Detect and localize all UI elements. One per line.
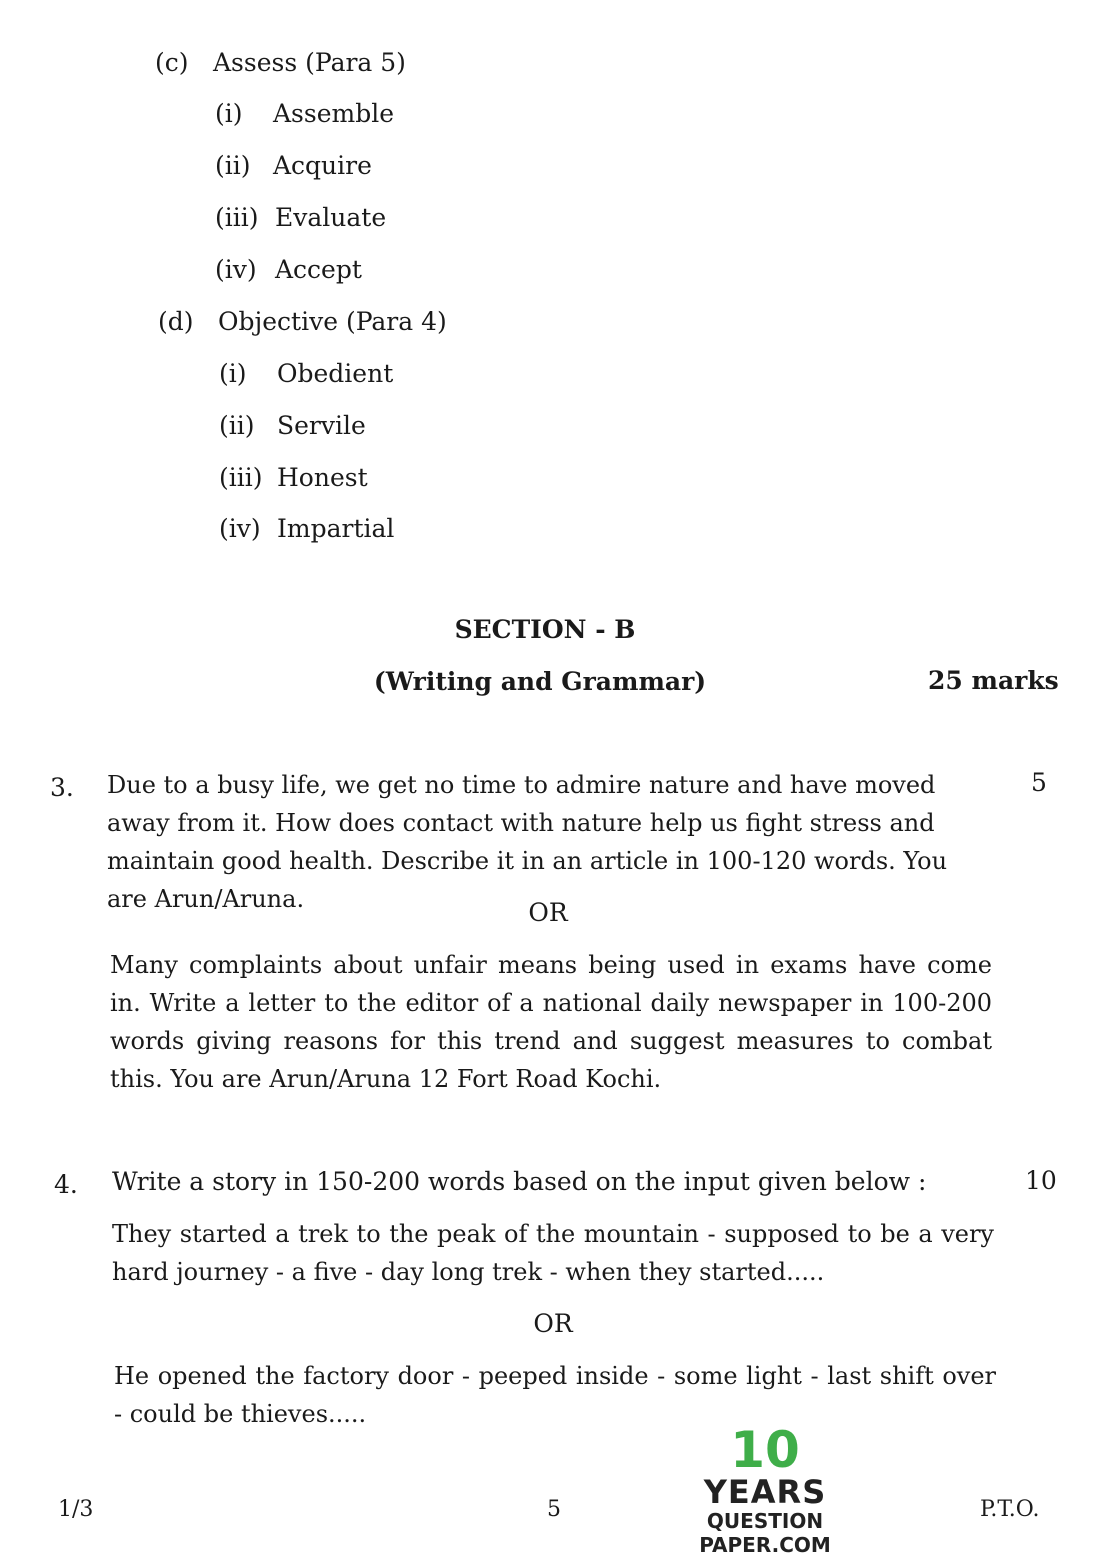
footer-pto: P.T.O.	[980, 1497, 1040, 1522]
question-4-or: OR	[533, 1309, 573, 1338]
question-4-number: 4.	[54, 1170, 78, 1199]
part-c-option-num: (ii)	[215, 151, 251, 180]
part-c-option-text: Evaluate	[275, 203, 387, 232]
part-d-word: Objective (Para 4)	[218, 307, 447, 336]
part-c-option-text: Assemble	[273, 99, 395, 128]
part-d-option-text: Servile	[277, 411, 366, 440]
part-d-option-num: (ii)	[219, 411, 255, 440]
watermark-years: YEARS	[703, 1473, 827, 1511]
section-subtitle: (Writing and Grammar)	[373, 667, 707, 696]
part-d-option-text: Honest	[277, 463, 368, 492]
question-3-text: Due to a busy life, we get no time to admire nature and have moved away from it. How does contact with nature help us fight stress and maintain good health. Describe it in an article in 100-120 words. You are Arun/Aruna.	[107, 771, 948, 913]
part-c-option-num: (iv)	[215, 255, 257, 284]
footer-code: 1/3	[58, 1497, 94, 1522]
page-number: 5	[547, 1497, 561, 1522]
part-c-word: Assess (Para 5)	[213, 48, 406, 77]
question-4-alt-text: He opened the factory door - peeped inside - some light - last shift over - could be thieves.....	[114, 1362, 996, 1428]
question-4-marks: 10	[1025, 1166, 1057, 1195]
watermark-logo	[655, 1421, 875, 1557]
section-title: SECTION - B	[454, 615, 636, 644]
question-3-or: OR	[528, 898, 568, 927]
part-d-option-num: (i)	[219, 359, 247, 388]
part-c-label: (c)	[155, 48, 189, 77]
part-d-option-num: (iv)	[219, 514, 261, 543]
question-3-marks: 5	[1031, 768, 1047, 797]
part-d-option-num: (iii)	[219, 463, 263, 492]
part-c-option-num: (i)	[215, 99, 243, 128]
part-d-option-text: Impartial	[277, 514, 395, 543]
section-marks: 25 marks	[928, 666, 1059, 695]
part-c-option-num: (iii)	[215, 203, 259, 232]
part-d-label: (d)	[158, 307, 194, 336]
question-4-text: They started a trek to the peak of the mountain - supposed to be a very hard journey - a five - day long trek - when they started.....	[112, 1220, 994, 1286]
question-4-intro: Write a story in 150-200 words based on the input given below :	[112, 1167, 927, 1196]
part-c-option-text: Accept	[275, 255, 362, 284]
watermark-number: 10	[730, 1421, 800, 1479]
question-3-number: 3.	[50, 773, 74, 802]
part-c-option-text: Acquire	[273, 151, 372, 180]
watermark-site: QUESTION PAPER.COM	[699, 1509, 831, 1557]
part-d-option-text: Obedient	[277, 359, 394, 388]
question-3-alt-text: Many complaints about unfair means being used in exams have come in. Write a letter to the editor of a national daily newspaper in 100-200 words giving reasons for this trend and suggest measures to combat this. You are Arun/Aruna 12 Fort Road Kochi.	[110, 951, 992, 1093]
